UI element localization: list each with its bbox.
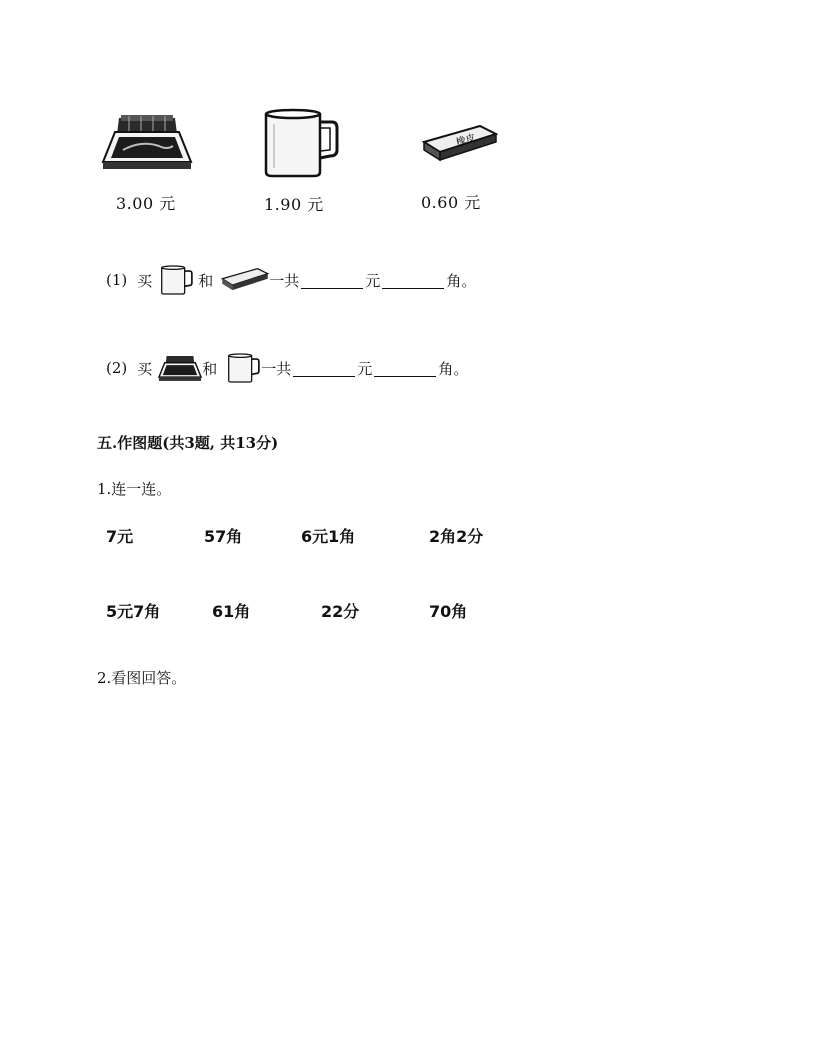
match-item-top[interactable]: 6元1角 bbox=[301, 527, 356, 546]
question-2 bbox=[106, 348, 468, 388]
price-pencil-box: 3.00 元 bbox=[116, 194, 176, 213]
yuan-text: 元 bbox=[357, 359, 373, 378]
match-item-bottom[interactable]: 61角 bbox=[212, 602, 251, 621]
question-number: (2) bbox=[106, 359, 128, 377]
match-item-top[interactable]: 7元 bbox=[106, 527, 134, 546]
pencil-box-icon bbox=[101, 112, 193, 174]
mug-small bbox=[227, 351, 261, 385]
and-text: 和 bbox=[198, 271, 214, 290]
pencil-box-image bbox=[101, 112, 193, 174]
mug-icon bbox=[227, 351, 261, 385]
eraser-small bbox=[221, 267, 269, 293]
match-item-top[interactable]: 2角2分 bbox=[429, 527, 484, 546]
question-number: (1) bbox=[106, 271, 128, 289]
jiao-text: 角。 bbox=[446, 271, 477, 290]
jiao-blank[interactable] bbox=[374, 360, 436, 377]
match-item-bottom[interactable]: 22分 bbox=[321, 602, 360, 621]
buy-text: 买 bbox=[137, 359, 153, 378]
section-title: 五.作图题(共3题, 共13分) bbox=[97, 434, 279, 452]
price-mug: 1.90 元 bbox=[264, 195, 324, 214]
eraser-icon bbox=[422, 124, 498, 164]
match-item-bottom[interactable]: 5元7角 bbox=[106, 602, 161, 621]
eraser-icon bbox=[221, 267, 269, 293]
price-eraser: 0.60 元 bbox=[421, 193, 481, 212]
jiao-text: 角。 bbox=[438, 359, 469, 378]
pencil-box-icon bbox=[158, 352, 202, 384]
mug-icon bbox=[262, 108, 342, 178]
total-text: 一共 bbox=[269, 271, 300, 290]
pencil-box-small bbox=[158, 352, 202, 384]
total-text: 一共 bbox=[261, 359, 292, 378]
eraser-image bbox=[422, 124, 498, 164]
mug-image bbox=[262, 108, 342, 178]
yuan-text: 元 bbox=[365, 271, 381, 290]
eraser-text: 橡皮 bbox=[454, 132, 478, 149]
yuan-blank[interactable] bbox=[301, 272, 363, 289]
and-text: 和 bbox=[202, 359, 218, 378]
yuan-blank[interactable] bbox=[293, 360, 355, 377]
q1-title: 1.连一连。 bbox=[97, 480, 172, 498]
match-item-bottom[interactable]: 70角 bbox=[429, 602, 468, 621]
question-1 bbox=[106, 262, 476, 298]
q2-title: 2.看图回答。 bbox=[97, 669, 187, 687]
buy-text: 买 bbox=[137, 271, 153, 290]
match-item-top[interactable]: 57角 bbox=[204, 527, 243, 546]
jiao-blank[interactable] bbox=[382, 272, 444, 289]
mug-small bbox=[160, 263, 194, 297]
mug-icon bbox=[160, 263, 194, 297]
